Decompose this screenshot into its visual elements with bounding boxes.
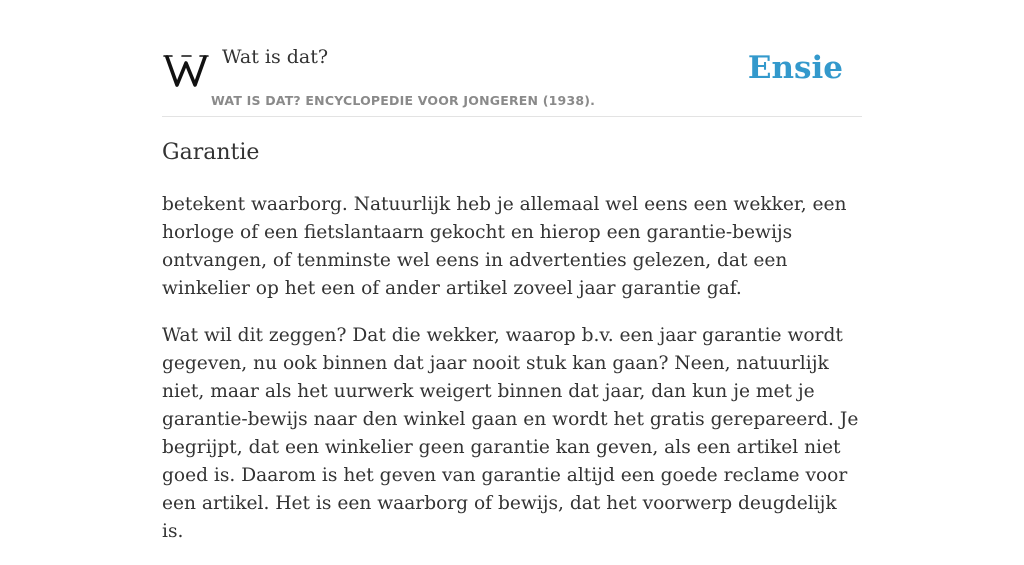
entry-title: Garantie: [162, 140, 260, 165]
site-title[interactable]: Wat is dat?: [222, 46, 329, 68]
entry-paragraph: betekent waarborg. Natuurlijk heb je allemaal wel eens een wekker, een horloge of een fietslantaarn gekocht en hierop een garantie-bewijs ontvangen, of tenminste wel eens in advertenties gelezen, dat een winkelier op het een of ander artikel zoveel jaar garantie gaf.: [162, 194, 847, 299]
brand-logo[interactable]: Ensie: [747, 50, 843, 86]
wikipedia-w-icon[interactable]: [164, 50, 208, 90]
entry-content: [162, 191, 862, 565]
page: [162, 0, 862, 542]
header: [162, 0, 862, 117]
site-subtitle: WAT IS DAT? ENCYCLOPEDIE VOOR JONGEREN (1938).: [211, 93, 596, 108]
entry-paragraph: Wat wil dit zeggen? Dat die wekker, waarop b.v. een jaar garantie wordt gegeven, nu ook binnen dat jaar nooit stuk kan gaan? Neen, natuurlijk niet, maar als het uurwerk weigert binnen dat jaar, dan kun je met je garantie-bewijs naar den winkel gaan en wordt het gratis gerepareerd. Je begrijpt, dat een winkelier geen garantie kan geven, als een artikel niet goed is. Daarom is het geven van garantie altijd een goede reclame voor een artikel. Het is een waarborg of bewijs, dat het voorwerp deugdelijk is.: [162, 325, 859, 542]
